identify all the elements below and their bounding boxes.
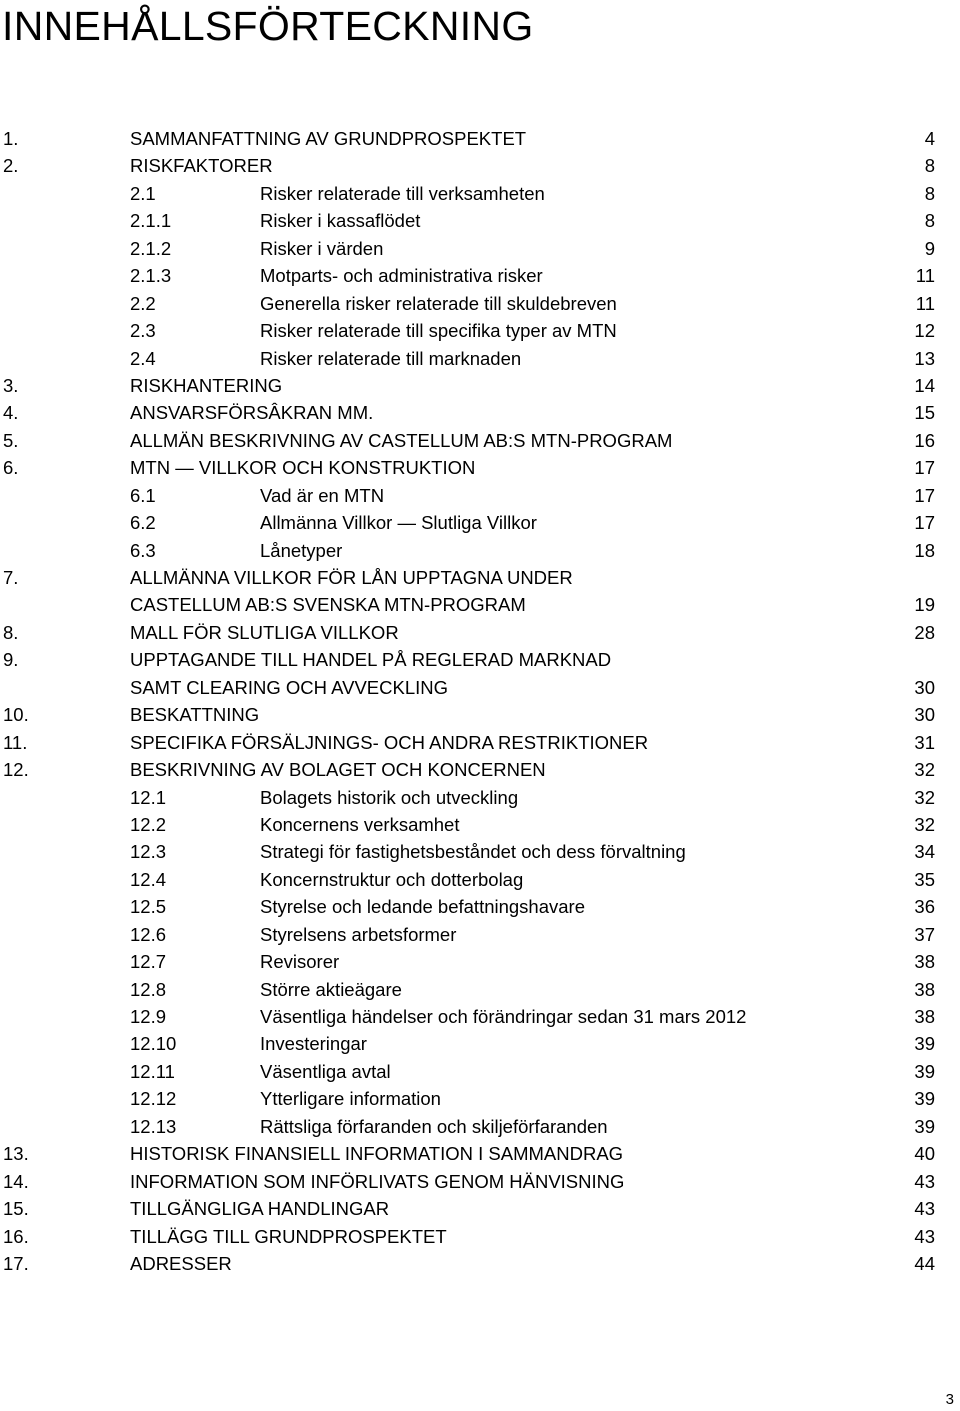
toc-entry-page: 12 [914,320,935,342]
toc-entry [0,1058,960,1085]
toc-entry [0,921,960,948]
toc-entry-title: Styrelsens arbetsformer [260,923,457,945]
page-number: 3 [945,1391,954,1408]
toc-entry [0,976,960,1003]
toc-entry-page: 4 [924,128,935,149]
toc-entry-title: MALL FÖR SLUTLIGA VILLKOR [130,621,399,643]
toc-entry-page: 28 [914,621,935,643]
toc-entry-title: Vad är en MTN [260,484,385,506]
toc-entry [0,948,960,975]
toc-entry-title: CASTELLUM AB:S SVENSKA MTN-PROGRAM [130,594,526,616]
toc-entry-page: 39 [914,1060,935,1082]
toc-entry-number: 12.4 [130,868,167,890]
toc-entry-title: Koncernstruktur och dotterbolag [260,868,524,890]
toc-entry-number: 2.1.3 [130,265,172,287]
toc-entry-page: 31 [914,731,935,753]
toc-entry-number: 12.5 [130,896,167,918]
toc-entry [0,866,960,893]
toc-entry [0,1223,960,1250]
toc-entry-title: ALLMÄN BESKRIVNING AV CASTELLUM AB:S MTN-PROGRAM [130,429,673,451]
toc-entry-title: INFORMATION SOM INFÖRLIVATS GENOM HÄNVISNING [130,1170,625,1192]
toc-entry-number: 2.1.2 [130,237,172,259]
toc-entry [0,784,960,811]
toc-entry-title: Väsentliga avtal [260,1060,391,1082]
toc-entry [0,482,960,509]
toc-entry-title: Koncernens verksamhet [260,813,460,835]
toc-entry-number: 12.9 [130,1006,167,1027]
toc-entry [0,646,960,673]
toc-entry-title: Strategi för fastighetsbeståndet och dess förvaltning [260,841,686,863]
toc-entry-page: 39 [914,1033,935,1055]
toc-entry [0,1113,960,1140]
toc-entry-page: 8 [924,182,935,204]
toc-entry [0,893,960,920]
toc-entry-number: 6.1 [130,484,156,506]
toc-entry-title: BESKRIVNING AV BOLAGET OCH KONCERNEN [130,759,546,781]
toc-entry-number: 9. [3,649,19,671]
toc-entry [0,207,960,234]
toc-entry-title: Styrelse och ledande befattningshavare [260,896,585,918]
toc-entry-title: ANSVARSFÖRSÂKRAN MM. [130,402,374,424]
toc-entry [0,591,960,618]
toc-entry-number: 10. [3,704,29,726]
toc-entry [0,674,960,701]
toc-entry-page: 37 [914,923,935,945]
toc-entry-title: Generella risker relaterade till skuldebreven [260,292,617,314]
toc-entry-number: 5. [3,429,19,451]
toc-entry-page: 17 [914,484,935,506]
toc-entry-number: 12.6 [130,923,167,945]
toc-entry-number: 6.2 [130,512,156,534]
toc-entry-title: Investeringar [260,1033,367,1055]
toc-entry-page: 8 [924,155,935,177]
toc-entry-number: 6.3 [130,539,156,561]
toc-entry-number: 4. [3,402,19,424]
toc-entry [0,537,960,564]
toc-entry-number: 12.3 [130,841,167,863]
toc-entry-title: UPPTAGANDE TILL HANDEL PÅ REGLERAD MARKNAD [130,649,612,671]
toc-entry-page: 11 [915,265,935,287]
toc-entry-page: 34 [914,841,935,863]
toc-entry [0,345,960,372]
toc-entry-page: 11 [915,292,935,314]
toc-entry-page: 38 [914,978,935,1000]
table-of-contents [0,125,960,1277]
toc-entry-number: 12. [3,759,29,781]
toc-entry-title: TILLGÄNGLIGA HANDLINGAR [130,1198,390,1220]
toc-entry-number: 12.7 [130,951,167,973]
toc-entry-page: 17 [914,512,935,534]
toc-entry [0,290,960,317]
toc-entry [0,1140,960,1167]
toc-entry-page: 43 [914,1170,935,1192]
toc-entry-page: 13 [914,347,935,369]
toc-entry-page: 15 [914,402,935,424]
toc-entry-title: Motparts- och administrativa risker [260,265,543,287]
toc-entry-number: 2.1 [130,182,156,204]
toc-entry-page: 14 [914,374,935,396]
toc-entry-title: Risker relaterade till verksamheten [260,182,545,204]
toc-entry-page: 43 [914,1225,935,1247]
toc-entry-number: 15. [3,1198,29,1220]
toc-entry-page: 40 [914,1143,935,1165]
toc-entry-title: Rättsliga förfaranden och skiljeförfaranden [260,1115,608,1137]
toc-entry [0,729,960,756]
toc-entry-title: Risker relaterade till specifika typer av MTN [260,320,617,342]
toc-entry [0,427,960,454]
toc-entry [0,152,960,179]
toc-entry-number: 12.11 [130,1060,175,1082]
toc-entry-number: 2.3 [130,320,156,342]
toc-entry-number: 1. [3,128,19,149]
toc-entry-number: 14. [3,1170,29,1192]
toc-entry-number: 12.10 [130,1033,177,1055]
toc-entry-title: Risker relaterade till marknaden [260,347,522,369]
toc-entry [0,1195,960,1222]
toc-entry-number: 2.4 [130,347,156,369]
toc-entry [0,509,960,536]
toc-entry [0,262,960,289]
toc-entry [0,1003,960,1030]
toc-entry-number: 16. [3,1225,29,1247]
toc-entry [0,180,960,207]
toc-entry-title: Revisorer [260,951,340,973]
toc-entry-title: MTN — VILLKOR OCH KONSTRUKTION [130,457,476,479]
toc-entry [0,454,960,481]
toc-entry-title: Allmänna Villkor — Slutliga Villkor [260,512,537,534]
toc-entry [0,125,960,152]
toc-entry [0,1085,960,1112]
toc-entry-title: TILLÄGG TILL GRUNDPROSPEKTET [130,1225,447,1247]
toc-entry-page: 8 [924,210,935,232]
toc-entry-title: Bolagets historik och utveckling [260,786,519,808]
toc-entry [0,619,960,646]
toc-entry-page: 30 [914,704,935,726]
toc-entry-page: 38 [914,951,935,973]
toc-entry-title: ALLMÄNNA VILLKOR FÖR LÅN UPPTAGNA UNDER [130,567,573,588]
toc-entry [0,701,960,728]
toc-entry [0,372,960,399]
toc-entry-number: 12.2 [130,813,167,835]
toc-entry-title: HISTORISK FINANSIELL INFORMATION I SAMMANDRAG [130,1143,624,1165]
toc-entry-title: Väsentliga händelser och förändringar sedan 31 mars 2012 [260,1006,747,1027]
toc-entry-page: 30 [914,676,935,698]
toc-entry [0,399,960,426]
toc-entry-number: 2.2 [130,292,156,314]
toc-entry-page: 38 [914,1006,935,1027]
toc-entry-number: 12.12 [130,1088,177,1110]
toc-entry-title: BESKATTNING [130,704,260,726]
toc-entry-page: 39 [914,1115,935,1137]
toc-entry-title: RISKHANTERING [130,374,283,396]
toc-entry-page: 36 [914,896,935,918]
toc-entry-title: Risker i kassaflödet [260,210,421,232]
toc-entry [0,564,960,591]
toc-entry-title: Lånetyper [260,539,343,561]
toc-entry-title: RISKFAKTORER [130,155,273,177]
toc-entry-page: 17 [914,457,935,479]
toc-entry [0,235,960,262]
toc-entry [0,756,960,783]
toc-entry-number: 12.8 [130,978,167,1000]
toc-entry-number: 3. [3,374,19,396]
toc-entry-page: 44 [914,1252,935,1274]
toc-entry [0,317,960,344]
toc-entry-page: 39 [914,1088,935,1110]
toc-entry-title: ADRESSER [130,1252,232,1274]
toc-entry-title: Risker i värden [260,237,384,259]
toc-entry-number: 7. [3,567,19,588]
toc-entry-page: 35 [914,868,935,890]
toc-entry [0,838,960,865]
toc-entry-title: Större aktieägare [260,978,402,1000]
toc-entry [0,811,960,838]
toc-entry [0,1030,960,1057]
toc-entry-number: 12.13 [130,1115,177,1137]
toc-entry [0,1168,960,1195]
toc-entry-page: 43 [914,1198,935,1220]
toc-entry-number: 11. [3,731,28,753]
toc-entry-title: SAMT CLEARING OCH AVVECKLING [130,676,449,698]
toc-entry-page: 19 [914,594,935,616]
toc-entry-number: 17. [3,1252,29,1274]
toc-entry-page: 32 [914,786,935,808]
toc-entry-number: 13. [3,1143,29,1165]
toc-entry-number: 12.1 [130,786,167,808]
toc-entry-page: 16 [914,429,935,451]
toc-entry [0,1250,960,1277]
toc-entry-page: 32 [914,813,935,835]
toc-entry-number: 2. [3,155,19,177]
toc-entry-title: SAMMANFATTNING AV GRUNDPROSPEKTET [130,128,527,149]
toc-entry-number: 6. [3,457,19,479]
toc-entry-page: 32 [914,759,935,781]
toc-entry-number: 2.1.1 [130,210,172,232]
toc-entry-page: 18 [914,539,935,561]
toc-entry-number: 8. [3,621,19,643]
toc-entry-title: Ytterligare information [260,1088,441,1110]
page-title: INNEHÅLLSFÖRTECKNING [2,3,534,49]
toc-entry-title: SPECIFIKA FÖRSÄLJNINGS- OCH ANDRA RESTRIKTIONER [130,731,649,753]
toc-entry-page: 9 [924,237,935,259]
